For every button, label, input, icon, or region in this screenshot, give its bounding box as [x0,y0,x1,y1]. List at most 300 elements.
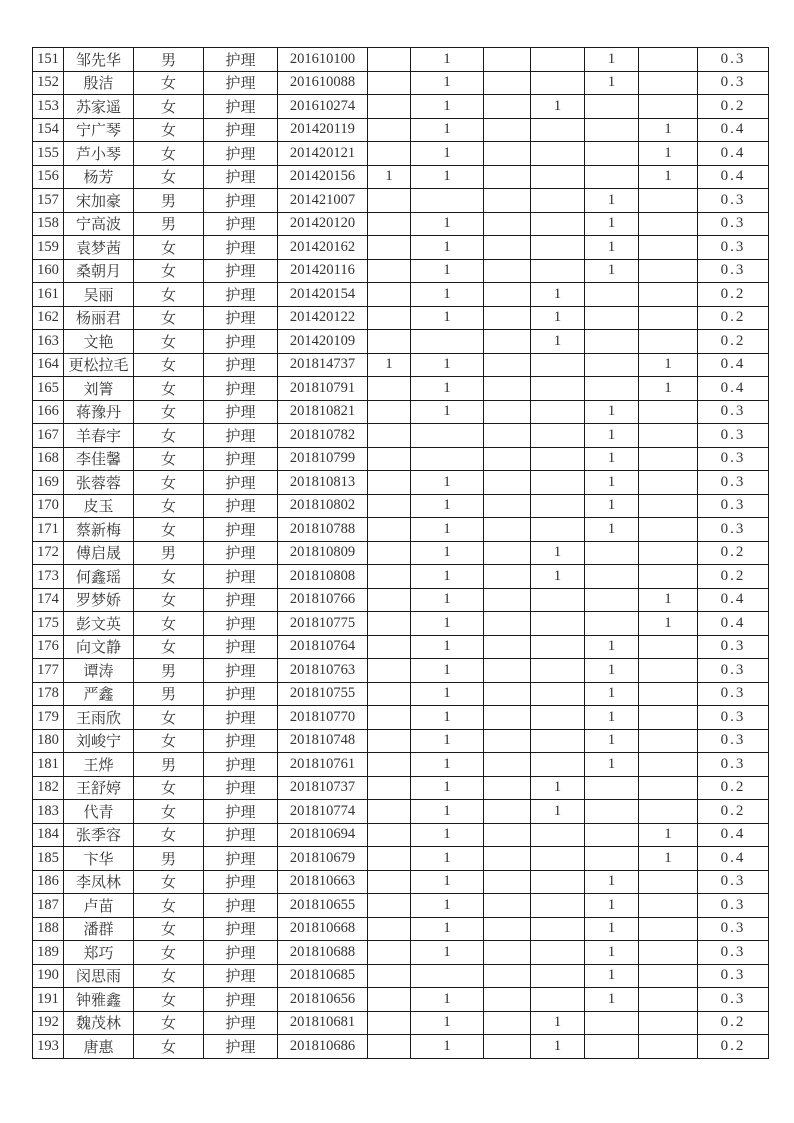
cell-mark-1 [368,917,411,941]
table-row [33,400,769,424]
cell-mark-6: 1 [639,588,698,612]
table-row [33,1035,769,1059]
cell-mark-3 [484,612,531,636]
cell-mark-2: 1 [411,165,484,189]
cell-score: 0.2 [698,306,769,330]
cell-major: 护理 [204,659,278,683]
cell-mark-5 [585,1011,639,1035]
cell-student-id: 201810813 [278,471,368,495]
cell-student-name: 王雨欣 [64,706,134,730]
cell-mark-2: 1 [411,870,484,894]
cell-serial-number: 185 [33,847,64,871]
cell-mark-5: 1 [585,964,639,988]
table-row [33,776,769,800]
cell-serial-number: 170 [33,494,64,518]
cell-student-name: 李佳馨 [64,447,134,471]
cell-student-name: 唐惠 [64,1035,134,1059]
cell-serial-number: 179 [33,706,64,730]
cell-mark-1 [368,894,411,918]
cell-major: 护理 [204,753,278,777]
table-row [33,682,769,706]
cell-gender: 男 [134,682,204,706]
cell-mark-4: 1 [531,306,585,330]
cell-mark-4 [531,635,585,659]
cell-gender: 女 [134,729,204,753]
cell-mark-2: 1 [411,823,484,847]
cell-mark-1 [368,659,411,683]
cell-mark-5: 1 [585,71,639,95]
cell-student-id: 201810782 [278,424,368,448]
cell-mark-5 [585,612,639,636]
cell-mark-3 [484,494,531,518]
cell-mark-2: 1 [411,236,484,260]
cell-mark-5: 1 [585,894,639,918]
cell-major: 护理 [204,424,278,448]
cell-mark-6 [639,518,698,542]
table-row [33,847,769,871]
cell-gender: 女 [134,706,204,730]
cell-serial-number: 188 [33,917,64,941]
cell-mark-6 [639,870,698,894]
cell-mark-5: 1 [585,917,639,941]
cell-student-name: 邹先华 [64,48,134,72]
cell-mark-5: 1 [585,988,639,1012]
cell-gender: 女 [134,259,204,283]
cell-mark-3 [484,776,531,800]
cell-mark-6 [639,917,698,941]
cell-student-id: 201420119 [278,118,368,142]
cell-mark-5: 1 [585,753,639,777]
cell-major: 护理 [204,847,278,871]
cell-gender: 女 [134,400,204,424]
cell-mark-6 [639,565,698,589]
cell-major: 护理 [204,800,278,824]
cell-mark-4 [531,659,585,683]
cell-gender: 女 [134,71,204,95]
cell-gender: 女 [134,95,204,119]
cell-major: 护理 [204,471,278,495]
cell-student-id: 201810688 [278,941,368,965]
cell-student-name: 袁梦茜 [64,236,134,260]
cell-score: 0.2 [698,800,769,824]
cell-mark-5: 1 [585,635,639,659]
cell-mark-1 [368,588,411,612]
cell-mark-4 [531,917,585,941]
cell-student-name: 卞华 [64,847,134,871]
cell-mark-6 [639,941,698,965]
cell-serial-number: 193 [33,1035,64,1059]
cell-major: 护理 [204,870,278,894]
table-row [33,353,769,377]
cell-serial-number: 151 [33,48,64,72]
cell-mark-6: 1 [639,377,698,401]
cell-serial-number: 187 [33,894,64,918]
cell-serial-number: 176 [33,635,64,659]
cell-gender: 女 [134,870,204,894]
cell-serial-number: 175 [33,612,64,636]
cell-score: 0.4 [698,165,769,189]
cell-major: 护理 [204,1035,278,1059]
cell-major: 护理 [204,823,278,847]
table-row [33,541,769,565]
cell-major: 护理 [204,400,278,424]
cell-major: 护理 [204,165,278,189]
cell-gender: 女 [134,471,204,495]
cell-mark-5 [585,1035,639,1059]
cell-score: 0.4 [698,377,769,401]
cell-student-id: 201814737 [278,353,368,377]
cell-student-name: 殷洁 [64,71,134,95]
cell-mark-3 [484,917,531,941]
cell-student-id: 201420120 [278,212,368,236]
cell-serial-number: 157 [33,189,64,213]
table-row [33,283,769,307]
cell-major: 护理 [204,541,278,565]
cell-mark-2: 1 [411,729,484,753]
cell-mark-4: 1 [531,800,585,824]
cell-student-name: 代青 [64,800,134,824]
cell-major: 护理 [204,894,278,918]
cell-student-id: 201810755 [278,682,368,706]
table-row [33,729,769,753]
cell-student-name: 王舒婷 [64,776,134,800]
cell-score: 0.3 [698,988,769,1012]
cell-mark-3 [484,870,531,894]
cell-mark-1 [368,729,411,753]
cell-mark-2: 1 [411,212,484,236]
cell-mark-2: 1 [411,377,484,401]
cell-major: 护理 [204,212,278,236]
cell-serial-number: 162 [33,306,64,330]
cell-mark-5: 1 [585,471,639,495]
cell-student-id: 201810679 [278,847,368,871]
cell-mark-4 [531,988,585,1012]
cell-student-name: 向文静 [64,635,134,659]
cell-major: 护理 [204,71,278,95]
cell-mark-1: 1 [368,353,411,377]
cell-gender: 女 [134,518,204,542]
cell-mark-2: 1 [411,565,484,589]
cell-mark-4 [531,870,585,894]
cell-mark-6 [639,236,698,260]
cell-score: 0.3 [698,941,769,965]
cell-mark-6 [639,189,698,213]
cell-mark-6 [639,894,698,918]
cell-mark-2: 1 [411,471,484,495]
cell-student-name: 潘群 [64,917,134,941]
cell-student-name: 卢苗 [64,894,134,918]
cell-mark-2: 1 [411,283,484,307]
cell-mark-2: 1 [411,518,484,542]
cell-student-id: 201610088 [278,71,368,95]
cell-major: 护理 [204,518,278,542]
cell-major: 护理 [204,776,278,800]
cell-student-name: 宁高波 [64,212,134,236]
cell-score: 0.3 [698,189,769,213]
cell-mark-5 [585,95,639,119]
cell-mark-6 [639,95,698,119]
cell-student-id: 201610100 [278,48,368,72]
cell-student-id: 201810766 [278,588,368,612]
cell-mark-4 [531,212,585,236]
cell-mark-4: 1 [531,1035,585,1059]
cell-gender: 女 [134,377,204,401]
cell-mark-1 [368,118,411,142]
cell-mark-6 [639,424,698,448]
cell-student-id: 201810763 [278,659,368,683]
cell-mark-5: 1 [585,706,639,730]
cell-mark-3 [484,682,531,706]
cell-gender: 男 [134,541,204,565]
cell-score: 0.4 [698,353,769,377]
cell-mark-3 [484,142,531,166]
cell-mark-1 [368,377,411,401]
cell-major: 护理 [204,964,278,988]
cell-gender: 女 [134,353,204,377]
cell-major: 护理 [204,635,278,659]
cell-score: 0.3 [698,729,769,753]
cell-mark-4: 1 [531,1011,585,1035]
table-row [33,800,769,824]
cell-score: 0.2 [698,565,769,589]
cell-gender: 女 [134,988,204,1012]
table-row [33,48,769,72]
cell-mark-1 [368,941,411,965]
cell-mark-6 [639,753,698,777]
cell-mark-3 [484,424,531,448]
cell-mark-1 [368,142,411,166]
cell-student-id: 201810788 [278,518,368,542]
cell-mark-1 [368,71,411,95]
cell-student-name: 张蓉蓉 [64,471,134,495]
cell-mark-2: 1 [411,847,484,871]
table-row [33,377,769,401]
cell-mark-3 [484,847,531,871]
cell-mark-2: 1 [411,659,484,683]
table-row [33,71,769,95]
cell-mark-5: 1 [585,659,639,683]
cell-major: 护理 [204,142,278,166]
cell-student-name: 吴丽 [64,283,134,307]
cell-mark-3 [484,894,531,918]
table-row [33,753,769,777]
cell-score: 0.3 [698,870,769,894]
cell-score: 0.3 [698,635,769,659]
cell-serial-number: 160 [33,259,64,283]
cell-mark-4 [531,424,585,448]
cell-score: 0.3 [698,706,769,730]
cell-student-id: 201810821 [278,400,368,424]
cell-mark-4 [531,494,585,518]
table-row [33,447,769,471]
cell-mark-4 [531,729,585,753]
cell-student-name: 何鑫瑶 [64,565,134,589]
cell-score: 0.3 [698,424,769,448]
cell-mark-6 [639,48,698,72]
cell-student-name: 刘峻宁 [64,729,134,753]
cell-mark-1 [368,283,411,307]
cell-student-name: 闵思雨 [64,964,134,988]
cell-mark-3 [484,823,531,847]
cell-major: 护理 [204,917,278,941]
cell-student-name: 杨芳 [64,165,134,189]
cell-gender: 男 [134,659,204,683]
cell-mark-3 [484,306,531,330]
cell-mark-4 [531,189,585,213]
cell-score: 0.3 [698,471,769,495]
cell-serial-number: 182 [33,776,64,800]
cell-serial-number: 178 [33,682,64,706]
cell-mark-4: 1 [531,565,585,589]
cell-mark-2: 1 [411,259,484,283]
cell-major: 护理 [204,941,278,965]
cell-mark-2: 1 [411,588,484,612]
cell-mark-6 [639,330,698,354]
cell-gender: 女 [134,1011,204,1035]
cell-mark-5: 1 [585,494,639,518]
cell-gender: 女 [134,565,204,589]
table-row [33,118,769,142]
cell-mark-2: 1 [411,400,484,424]
cell-gender: 女 [134,917,204,941]
cell-gender: 女 [134,306,204,330]
cell-student-id: 201420109 [278,330,368,354]
cell-major: 护理 [204,330,278,354]
cell-mark-3 [484,635,531,659]
cell-score: 0.3 [698,48,769,72]
cell-mark-3 [484,659,531,683]
cell-gender: 女 [134,612,204,636]
cell-score: 0.2 [698,330,769,354]
cell-student-name: 彭文英 [64,612,134,636]
cell-mark-3 [484,118,531,142]
cell-mark-3 [484,706,531,730]
cell-serial-number: 181 [33,753,64,777]
cell-serial-number: 173 [33,565,64,589]
cell-serial-number: 184 [33,823,64,847]
cell-mark-2: 1 [411,71,484,95]
cell-student-name: 蔡新梅 [64,518,134,542]
cell-mark-4 [531,447,585,471]
cell-mark-2: 1 [411,541,484,565]
cell-score: 0.4 [698,612,769,636]
cell-student-id: 201810775 [278,612,368,636]
cell-gender: 女 [134,118,204,142]
cell-gender: 女 [134,823,204,847]
cell-mark-4 [531,588,585,612]
cell-mark-5 [585,565,639,589]
cell-gender: 女 [134,941,204,965]
cell-mark-3 [484,541,531,565]
cell-gender: 女 [134,494,204,518]
cell-serial-number: 172 [33,541,64,565]
cell-mark-6 [639,283,698,307]
cell-serial-number: 177 [33,659,64,683]
cell-mark-2: 1 [411,494,484,518]
cell-mark-4: 1 [531,541,585,565]
cell-mark-4 [531,823,585,847]
cell-serial-number: 189 [33,941,64,965]
cell-major: 护理 [204,95,278,119]
cell-mark-1 [368,682,411,706]
cell-student-id: 201421007 [278,189,368,213]
cell-score: 0.3 [698,212,769,236]
cell-mark-1 [368,471,411,495]
cell-serial-number: 165 [33,377,64,401]
cell-major: 护理 [204,353,278,377]
cell-student-name: 刘箐 [64,377,134,401]
cell-mark-3 [484,988,531,1012]
cell-mark-4 [531,964,585,988]
cell-serial-number: 155 [33,142,64,166]
cell-student-id: 201810737 [278,776,368,800]
cell-major: 护理 [204,48,278,72]
cell-mark-5: 1 [585,447,639,471]
cell-major: 护理 [204,612,278,636]
cell-mark-2 [411,447,484,471]
cell-mark-1 [368,212,411,236]
cell-mark-3 [484,165,531,189]
cell-gender: 女 [134,283,204,307]
cell-mark-1 [368,612,411,636]
cell-mark-6 [639,988,698,1012]
table-row [33,165,769,189]
cell-mark-6 [639,541,698,565]
cell-mark-3 [484,189,531,213]
cell-mark-2: 1 [411,706,484,730]
cell-gender: 女 [134,800,204,824]
cell-major: 护理 [204,682,278,706]
table-row [33,635,769,659]
cell-mark-3 [484,518,531,542]
cell-mark-3 [484,259,531,283]
cell-mark-6 [639,400,698,424]
table-row [33,565,769,589]
cell-mark-1 [368,95,411,119]
cell-serial-number: 153 [33,95,64,119]
cell-mark-1 [368,189,411,213]
cell-mark-3 [484,565,531,589]
cell-major: 护理 [204,377,278,401]
table-row [33,189,769,213]
cell-score: 0.4 [698,823,769,847]
table-row [33,494,769,518]
cell-score: 0.3 [698,682,769,706]
cell-major: 护理 [204,236,278,260]
cell-mark-1 [368,236,411,260]
cell-mark-5: 1 [585,870,639,894]
cell-mark-4 [531,612,585,636]
table-row [33,612,769,636]
table-row [33,212,769,236]
cell-mark-1 [368,48,411,72]
cell-mark-1 [368,870,411,894]
cell-gender: 女 [134,330,204,354]
cell-serial-number: 159 [33,236,64,260]
cell-mark-6: 1 [639,118,698,142]
cell-mark-2 [411,189,484,213]
cell-score: 0.2 [698,283,769,307]
cell-mark-3 [484,471,531,495]
cell-mark-4 [531,236,585,260]
cell-mark-3 [484,236,531,260]
table-row [33,988,769,1012]
cell-score: 0.3 [698,400,769,424]
cell-gender: 女 [134,588,204,612]
cell-mark-5: 1 [585,682,639,706]
cell-gender: 女 [134,776,204,800]
cell-mark-5 [585,776,639,800]
